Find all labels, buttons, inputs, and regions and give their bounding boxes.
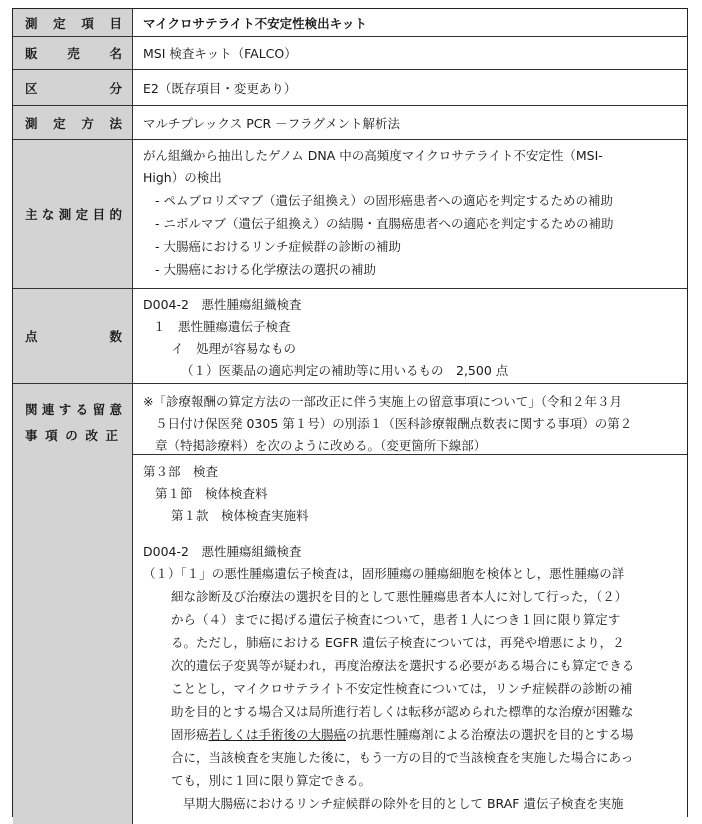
body-line: 助を目的とする場合又は局所進行若しくは転移が認められた標準的な治療が困難な [171,704,634,719]
note-line: 章（特掲診療料）を次のように改める。（変更箇所下線部） [155,438,487,453]
label-method: 測 定 方 法 [13,106,133,139]
body-line: 細な診断及び治療法の選択を目的として悪性腫瘍患者本人に対して行った，（２） [171,589,628,604]
body-line: 次的遺伝子変異等が疑われ，再度治療法を選択する必要がある場合にも算定できる [171,658,635,673]
body-line-underlined: 固形癌若しくは手術後の大腸癌の抗悪性腫瘍剤による治療法の選択を目的とする場 [171,727,634,742]
inner-divider [133,454,687,455]
section-line: 第３部 検査 [143,464,219,479]
row-revision [13,384,687,824]
row-purpose [13,140,687,289]
d-title: D004-2 悪性腫瘍組織検査 [143,544,302,559]
label-sale: 販 売 名 [13,37,133,69]
label-item [13,9,133,36]
section-line: 第１節 検体検査料 [155,486,268,501]
row-class [13,70,687,106]
document-table [12,8,688,817]
body-line: ても，別に１回に限り算定できる。 [171,773,372,788]
label-class: 区 分 [13,70,133,105]
label-points: 点 数 [13,289,133,383]
body-line: 合に，当該検査を実施した後に，もう一方の目的で当該検査を実施した場合にあっ [171,750,634,765]
value-item: マイクロサテライト不安定性検出キット [143,15,367,31]
purpose-line: High）の検出 [143,170,222,185]
purpose-item: - 大腸癌におけるリンチ症候群の診断の補助 [155,239,401,254]
purpose-line: がん組織から抽出したゲノム DNA 中の高頻度マイクロサテライト不安定性（MSI- [143,148,603,163]
value-sale: MSI 検査キット（FALCO） [143,46,297,61]
note-line: ※「診療報酬の算定方法の一部改正に伴う実施上の留意事項について」（令和２年３月 [143,394,622,409]
body-line: 早期大腸癌におけるリンチ症候群の除外を目的として BRAF 遺伝子検査を実施 [183,796,624,811]
body-line: から（４）までに掲げる遺伝子検査について，患者１人につき１回に限り算定す [171,612,621,627]
points-line: D004-2 悪性腫瘍組織検査 [143,297,302,312]
note-line: ５日付け保医発 0305 第１号）の別添１（医科診療報酬点数表に関する事項）の第２ [155,416,633,431]
row-item [13,9,687,37]
purpose-item: - ペムブロリズマブ（遺伝子組換え）の固形癌患者への適応を判定するための補助 [155,193,613,208]
body-line: こととし，マイクロサテライト不安定性検査については，リンチ症候群の診断の補 [171,681,633,696]
body-line: る。ただし，肺癌における EGFR 遺伝子検査については，再発や増悪により，２ [171,635,625,650]
section-line: 第１款 検体検査実施料 [171,508,309,523]
body-line: （１）「１」の悪性腫瘍遺伝子検査は，固形腫瘍の腫瘍細胞を検体とし，悪性腫瘍の詳 [143,566,625,581]
purpose-item: - 大腸癌における化学療法の選択の補助 [155,262,376,277]
points-line: （１）医薬品の適応判定の補助等に用いるもの 2,500 点 [181,363,509,378]
points-line: １ 悪性腫瘍遺伝子検査 [153,319,291,334]
label-chars: 測 定 項 目 [25,15,122,31]
label-revision: 関 連 す る 留 意 事 項 の 改 正 [13,384,133,824]
value-method: マルチプレックス PCR －フラグメント解析法 [143,115,401,131]
value-class: E2（既存項目・変更あり） [143,80,297,96]
points-line: イ 処理が容易なもの [171,341,297,356]
underlined-change: 若しくは手術後の大腸癌 [208,727,347,742]
purpose-item: - ニボルマブ（遺伝子組換え）の結腸・直腸癌患者への適応を判定するための補助 [155,216,614,231]
label-purpose: 主 な 測 定 目 的 [13,140,133,288]
row-points [13,289,687,384]
row-method [13,106,687,140]
row-sale [13,37,687,70]
